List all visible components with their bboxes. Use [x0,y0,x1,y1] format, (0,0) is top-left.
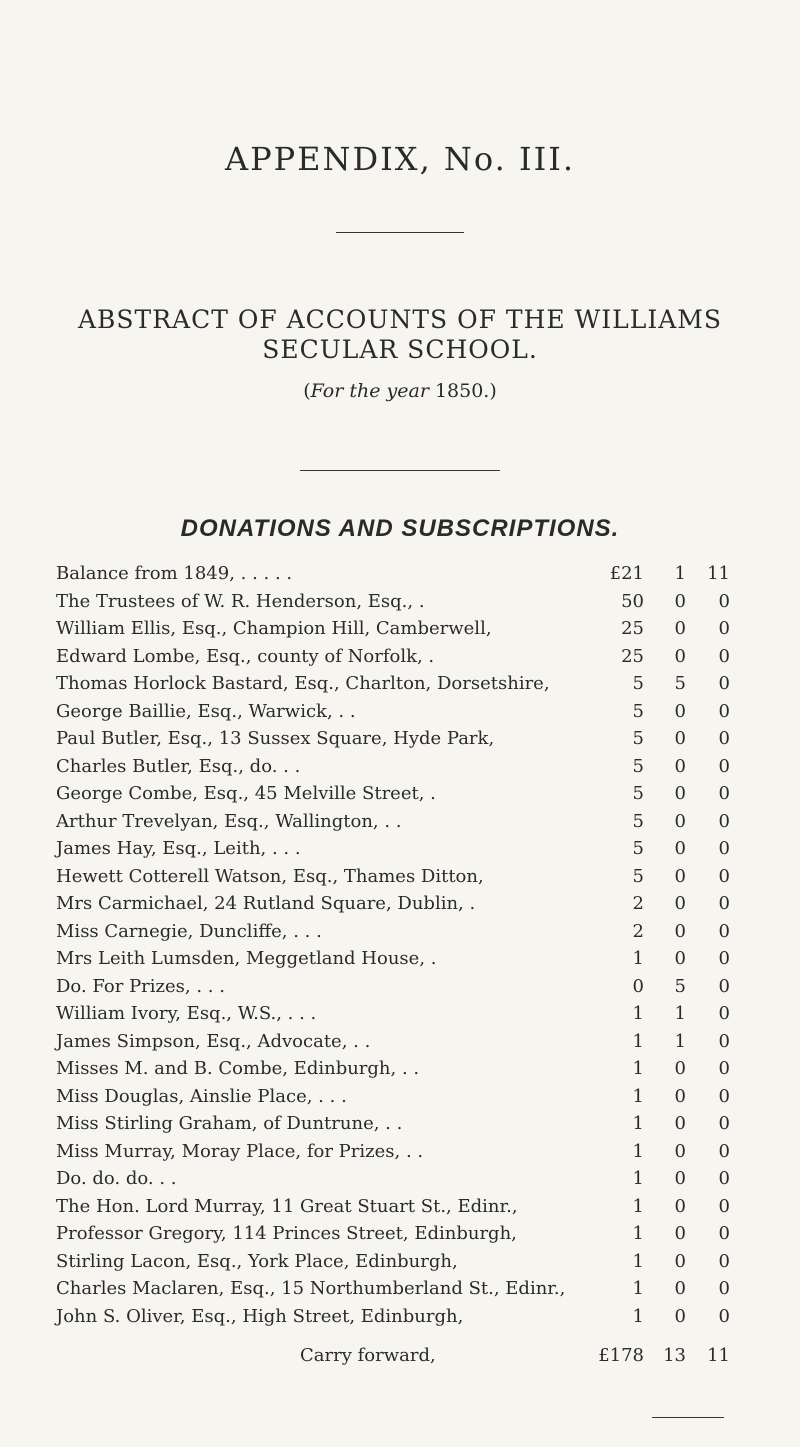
year-note-open: ( [303,380,311,402]
amount-shillings: 1 [674,1030,686,1052]
donation-row [0,1303,800,1331]
donor-description: Stirling Lacon, Esq., York Place, Edinburgh, [56,1250,458,1272]
donation-row [0,780,800,808]
donor-description: Miss Stirling Graham, of Duntrune, . . [56,1113,403,1134]
donor-description: Professor Gregory, 114 Princes Street, Edinburgh, [56,1223,517,1244]
amount-pounds: 2 [632,920,644,942]
amount-pence: 0 [718,893,730,914]
donation-row [0,1220,800,1248]
donor-description: Miss Murray, Moray Place, for Prizes, . . [56,1140,424,1162]
amount-pounds: 5 [632,783,644,804]
donor-description: William Ellis, Esq., Champion Hill, Camberwell, [56,618,492,639]
amount-pence: 0 [718,865,730,887]
amount-pounds: 1 [632,1168,644,1189]
amount-pounds: 5 [632,865,644,887]
amount-pence: 0 [718,1085,730,1107]
amount-pounds: 5 [632,728,644,749]
amount-shillings: 0 [674,920,686,942]
year-note-italic: For the year [310,380,429,402]
carry-forward-pence: 11 [707,1345,730,1366]
donor-description: Paul Butler, Esq., 13 Sussex Square, Hyde Park, [56,728,495,749]
donor-description: Charles Butler, Esq., do. . . [56,755,301,777]
amount-shillings: 0 [674,1223,686,1244]
amount-pence: 0 [718,1168,730,1189]
amount-pounds: 1 [632,1305,644,1327]
amount-pence: 0 [718,948,730,969]
amount-pounds: 1 [632,1140,644,1162]
amount-shillings: 5 [674,975,686,997]
amount-pence: 0 [718,1250,730,1272]
donor-description: Arthur Trevelyan, Esq., Wallington, . . [56,810,402,832]
amount-pounds: 5 [632,673,644,694]
amount-pounds: 1 [632,1250,644,1272]
donor-description: John S. Oliver, Esq., High Street, Edinburgh, [56,1305,464,1327]
donation-row [0,863,800,891]
amount-pounds: £21 [609,563,644,584]
carry-forward-label: Carry forward, [300,1345,436,1366]
donation-row [0,698,800,726]
donor-description: Miss Douglas, Ainslie Place, . . . [56,1085,347,1107]
donor-description: Edward Lombe, Esq., county of Norfolk, . [56,645,435,667]
donation-row [0,1110,800,1138]
amount-pence: 0 [718,920,730,942]
donation-row [0,1083,800,1111]
amount-shillings: 0 [674,1140,686,1162]
amount-pence: 0 [718,728,730,749]
abstract-title: ABSTRACT OF ACCOUNTS OF THE WILLIAMS SECULAR SCHOOL. [77,305,723,364]
amount-shillings: 0 [674,1168,686,1189]
amount-pence: 11 [707,563,730,584]
donation-row [0,1055,800,1083]
donations-list [0,560,800,1370]
donor-description: Do. For Prizes, . . . [56,975,225,997]
donation-row [0,890,800,918]
donor-description: James Simpson, Esq., Advocate, . . [56,1030,371,1052]
donation-row [0,753,800,781]
donation-row [0,835,800,863]
donor-description: Mrs Leith Lumsden, Meggetland House, . [56,948,437,969]
amount-pence: 0 [718,1223,730,1244]
amount-shillings: 0 [674,810,686,832]
carry-forward-pounds: £178 [598,1345,644,1366]
middle-divider [300,470,500,471]
donor-description: The Hon. Lord Murray, 11 Great Stuart St., Edinr., [56,1195,518,1217]
donation-row [0,973,800,1001]
amount-shillings: 5 [674,673,686,694]
amount-pounds: 1 [632,948,644,969]
amount-shillings: 0 [674,590,686,612]
carry-forward-shillings: 13 [663,1345,686,1366]
amount-pence: 0 [718,1305,730,1327]
donation-row [0,1275,800,1303]
amount-pounds: 1 [632,1058,644,1079]
section-heading: DONATIONS AND SUBSCRIPTIONS. [180,515,620,542]
total-rule [652,1417,724,1418]
amount-pence: 0 [718,618,730,639]
amount-pence: 0 [718,1113,730,1134]
donor-description: Mrs Carmichael, 24 Rutland Square, Dublin, . [56,893,476,914]
amount-shillings: 0 [674,700,686,722]
amount-pence: 0 [718,755,730,777]
amount-pounds: 50 [621,590,644,612]
amount-pounds: 1 [632,1030,644,1052]
amount-shillings: 0 [674,1250,686,1272]
amount-pence: 0 [718,1030,730,1052]
donation-row [0,1193,800,1221]
donor-description: Misses M. and B. Combe, Edinburgh, . . [56,1058,420,1079]
amount-pounds: 25 [621,618,644,639]
carry-forward-row [0,1342,800,1370]
donation-row [0,1000,800,1028]
amount-pence: 0 [718,590,730,612]
amount-shillings: 0 [674,618,686,639]
donor-description: Do. do. do. . . [56,1168,177,1189]
donor-description: James Hay, Esq., Leith, . . . [56,838,301,859]
donation-row [0,588,800,616]
donor-description: George Combe, Esq., 45 Melville Street, . [56,783,436,804]
donation-row [0,945,800,973]
donation-row [0,615,800,643]
amount-pence: 0 [718,975,730,997]
donor-description: The Trustees of W. R. Henderson, Esq., . [56,590,425,612]
donor-description: Balance from 1849, . . . . . [56,563,293,584]
amount-pence: 0 [718,1058,730,1079]
amount-pence: 0 [718,1278,730,1299]
amount-pence: 0 [718,1003,730,1024]
amount-pounds: 5 [632,755,644,777]
amount-pounds: 2 [632,893,644,914]
amount-shillings: 0 [674,1305,686,1327]
appendix-title: APPENDIX, No. III. [224,140,576,178]
amount-shillings: 0 [674,1058,686,1079]
amount-pounds: 1 [632,1085,644,1107]
amount-pence: 0 [718,700,730,722]
donation-row [0,560,800,588]
donor-description: Hewett Cotterell Watson, Esq., Thames Ditton, [56,865,484,887]
donation-row [0,1248,800,1276]
amount-shillings: 0 [674,1085,686,1107]
donor-description: Miss Carnegie, Duncliffe, . . . [56,920,322,942]
amount-pounds: 25 [621,645,644,667]
donor-description: Thomas Horlock Bastard, Esq., Charlton, Dorsetshire, [56,673,550,694]
donation-row [0,670,800,698]
amount-shillings: 0 [674,728,686,749]
amount-shillings: 0 [674,645,686,667]
amount-shillings: 1 [674,563,686,584]
donation-row [0,808,800,836]
donation-row [0,918,800,946]
donor-description: George Baillie, Esq., Warwick, . . [56,700,356,722]
amount-pounds: 1 [632,1278,644,1299]
donor-description: Charles Maclaren, Esq., 15 Northumberland St., Edinr., [56,1278,566,1299]
year-note-year: 1850.) [428,380,497,402]
donor-description: William Ivory, Esq., W.S., . . . [56,1003,317,1024]
amount-pounds: 1 [632,1195,644,1217]
amount-shillings: 0 [674,1113,686,1134]
amount-shillings: 0 [674,783,686,804]
amount-shillings: 0 [674,865,686,887]
amount-pounds: 1 [632,1003,644,1024]
amount-pence: 0 [718,783,730,804]
amount-pence: 0 [718,838,730,859]
amount-pence: 0 [718,673,730,694]
amount-pounds: 0 [632,975,644,997]
amount-pence: 0 [718,1195,730,1217]
donation-row [0,1165,800,1193]
amount-shillings: 0 [674,1278,686,1299]
donation-row [0,725,800,753]
amount-pounds: 1 [632,1223,644,1244]
top-divider [336,232,464,233]
amount-pence: 0 [718,810,730,832]
amount-shillings: 0 [674,948,686,969]
year-note [0,380,800,402]
amount-pounds: 5 [632,810,644,832]
amount-pence: 0 [718,1140,730,1162]
amount-pounds: 5 [632,700,644,722]
donation-row [0,643,800,671]
donation-row [0,1028,800,1056]
amount-pounds: 1 [632,1113,644,1134]
amount-pence: 0 [718,645,730,667]
amount-shillings: 0 [674,755,686,777]
amount-shillings: 0 [674,893,686,914]
donation-row [0,1138,800,1166]
amount-pounds: 5 [632,838,644,859]
amount-shillings: 1 [674,1003,686,1024]
amount-shillings: 0 [674,838,686,859]
amount-shillings: 0 [674,1195,686,1217]
